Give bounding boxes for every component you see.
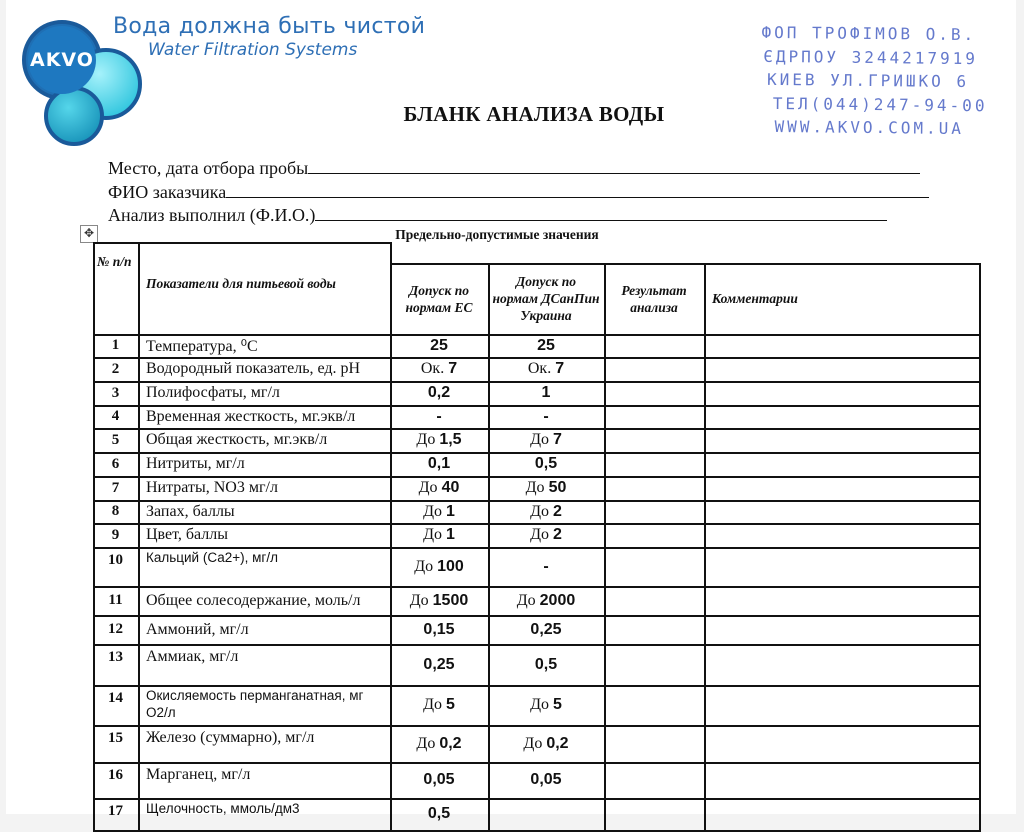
comment-input-cell[interactable] [706,616,977,643]
eu-limit-value [390,523,488,547]
limit-number: - [436,407,442,425]
table-move-handle-icon[interactable]: ✥ [80,225,98,243]
eu-limit-value [390,357,488,381]
comment-input-cell[interactable] [706,763,977,797]
limit-number: 0,5 [427,805,451,822]
indicator-name: Окисляемость перманганатная, мг О2/л [146,688,364,720]
table-rule [604,263,606,830]
column-header-ua: Допуск по нормам ДСанПин Украина [492,274,600,323]
stamp-line: КИЕВ УЛ.ГРИШКО 6 [766,69,970,92]
ua-limit-value [488,428,604,452]
limit-number: - [543,407,549,425]
indicator-name: Нитраты, NO3 мг/л [146,479,278,496]
indicator-name: Щелочность, ммоль/дм3 [146,801,300,816]
comment-input-cell[interactable] [706,477,977,499]
limit-number: 0,2 [546,734,569,752]
ua-limit-value [488,762,604,798]
result-input-cell[interactable] [606,382,702,404]
ua-limit-value [488,357,604,381]
stamp-line: WWW.AKVO.COM.UA [774,116,965,138]
limit-prefix: До [409,591,429,609]
ua-limit-value [488,523,604,547]
limit-prefix: До [423,696,442,713]
ua-limit-value [488,798,604,830]
eu-limit-value [390,547,488,586]
limit-number: 1,5 [439,431,462,448]
row-number: 5 [111,431,120,448]
comment-input-cell[interactable] [706,382,977,404]
limit-number: 7 [553,431,562,448]
result-input-cell[interactable] [606,726,702,761]
row-number: 1 [111,337,120,353]
limit-number: 0,05 [530,771,562,788]
ua-limit-value [488,725,604,762]
limit-prefix: Ок. [527,360,552,377]
limit-number: 1500 [432,591,469,609]
eu-limit-value [390,685,488,725]
comment-input-cell[interactable] [706,335,977,356]
analyst-name-field[interactable] [108,204,887,226]
limit-prefix: До [414,557,434,575]
result-input-cell[interactable] [606,763,702,797]
limit-number: 50 [548,479,567,496]
comment-input-cell[interactable] [706,406,977,427]
column-header-indicator: Показатели для питьевой воды [146,275,336,291]
group-header: Предельно-допустимые значения [395,226,599,242]
limit-number: 1 [446,526,455,543]
limit-number: 7 [448,360,458,377]
table-rule [704,263,706,830]
column-header-num: № п/п [97,253,132,269]
limit-number: 40 [441,479,460,496]
result-input-cell[interactable] [606,587,702,614]
comment-input-cell[interactable] [706,799,977,829]
eu-limit-value [390,334,488,357]
fill-line[interactable] [226,181,929,198]
column-header-comment: Комментарии [712,291,798,306]
table-rule [488,263,490,830]
indicator-name: Температура, ⁰С [146,337,258,355]
ua-limit-value [488,334,604,357]
row-number: 9 [111,526,120,543]
eu-limit-value [390,381,488,405]
limit-number: 7 [555,360,565,377]
limit-number: 0,2 [439,734,462,752]
eu-limit-value [390,452,488,476]
stamp-line: ЄДРПОУ 3244217919 [763,46,979,68]
result-input-cell[interactable] [606,524,702,546]
indicator-name: Водородный показатель, ед. рН [146,360,361,377]
limit-prefix: До [523,734,543,752]
result-input-cell[interactable] [606,616,702,643]
limit-prefix: До [530,526,549,543]
comment-input-cell[interactable] [706,358,977,380]
ua-limit-value [488,452,604,476]
row-number: 7 [111,479,120,496]
limit-number: 2 [553,526,562,543]
row-number: 17 [108,803,123,819]
eu-limit-value [390,586,488,615]
table-rule [93,242,95,830]
indicator-name: Железо (суммарно), мг/л [146,729,315,746]
row-number: 3 [111,384,120,401]
limit-number: 0,25 [530,620,562,638]
limit-number: 0,25 [423,655,455,673]
result-input-cell[interactable] [606,335,702,356]
limit-prefix: До [530,431,549,448]
row-number: 10 [108,552,123,568]
limit-prefix: До [423,502,442,520]
tagline-ru: Вода должна быть чистой [113,14,426,39]
limit-number: 1 [541,384,551,401]
limit-number: 2000 [539,591,576,609]
ua-limit-value [488,685,604,725]
eu-limit-value [390,500,488,523]
result-input-cell[interactable] [606,429,702,451]
result-input-cell[interactable] [606,406,702,427]
tagline-en: Water Filtration Systems [148,40,358,60]
comment-input-cell[interactable] [706,524,977,546]
row-number: 8 [111,503,120,519]
row-number: 12 [108,621,123,637]
comment-input-cell[interactable] [706,429,977,451]
indicator-name: Общая жесткость, мг.экв/л [146,431,328,448]
stamp-line: ТЕЛ(044)247-94-00 [772,93,988,115]
limit-number: 100 [437,557,464,575]
fill-line[interactable] [308,157,920,174]
comment-input-cell[interactable] [706,548,977,585]
row-number: 15 [108,730,123,746]
eu-limit-value [390,798,488,830]
stamp-line: ФОП ТРОФІМОВ О.В. [761,22,977,45]
result-input-cell[interactable] [606,477,702,499]
eu-limit-value [390,615,488,644]
indicator-name: Общее солесодержание, моль/л [146,591,361,609]
customer-name-field[interactable] [108,181,929,203]
ua-limit-value [488,586,604,615]
limit-number: 0,5 [534,655,558,673]
limit-number: 5 [553,696,562,713]
ua-limit-value [488,615,604,644]
ua-limit-value [488,547,604,586]
limit-number: 0,2 [427,384,451,401]
indicator-name: Полифосфаты, мг/л [146,384,280,401]
comment-input-cell[interactable] [706,587,977,614]
result-input-cell[interactable] [606,501,702,522]
ua-limit-value [488,476,604,500]
indicator-name: Кальций (Са2+), мг/л [146,550,278,565]
indicator-name: Марганец, мг/л [146,766,251,783]
limit-number: 0,1 [427,455,451,472]
limit-number: 25 [537,336,555,354]
result-input-cell[interactable] [606,645,702,684]
eu-limit-value [390,476,488,500]
sampling-place-date-field[interactable] [108,157,920,179]
limit-prefix: До [530,502,549,520]
result-input-cell[interactable] [606,799,702,829]
limit-prefix: Ок. [420,360,445,377]
row-number: 4 [111,408,120,424]
limit-prefix: До [418,479,438,496]
limit-prefix: До [416,431,436,448]
comment-input-cell[interactable] [706,501,977,522]
eu-limit-value [390,725,488,762]
table-rule [138,242,140,830]
field-label: ФИО заказчика [108,182,227,202]
limit-prefix: До [525,479,545,496]
comment-input-cell[interactable] [706,645,977,684]
result-input-cell[interactable] [606,548,702,585]
eu-limit-value [390,762,488,798]
row-number: 6 [111,455,120,472]
ua-limit-value [488,500,604,523]
indicator-name: Аммоний, мг/л [146,620,249,638]
limit-prefix: До [423,526,442,543]
fill-line[interactable] [315,204,887,221]
row-number: 2 [111,360,120,377]
row-number: 14 [108,690,123,706]
comment-input-cell[interactable] [706,453,977,475]
column-header-eu: Допуск по нормам ЕС [405,282,473,315]
eu-limit-value [390,428,488,452]
indicator-name: Аммиак, мг/л [146,648,239,665]
limit-prefix: До [416,734,436,752]
result-input-cell[interactable] [606,358,702,380]
result-input-cell[interactable] [606,686,702,724]
limit-number: - [543,557,549,575]
limit-number: 0,15 [423,620,455,638]
ua-limit-value [488,381,604,405]
limit-number: 5 [446,696,455,713]
form-title: БЛАНК АНАЛИЗА ВОДЫ [403,102,665,126]
limit-number: 25 [430,336,448,354]
row-number: 16 [108,767,123,783]
document-page [6,0,1016,822]
eu-limit-value [390,644,488,685]
ua-limit-value [488,644,604,685]
indicator-name: Нитриты, мг/л [146,455,245,472]
limit-number: 1 [446,502,455,520]
limit-number: 2 [553,502,562,520]
indicator-name: Запах, баллы [146,502,235,520]
table-rule [93,830,981,832]
row-number: 11 [108,592,123,608]
table-rule [979,263,981,830]
result-input-cell[interactable] [606,453,702,475]
eu-limit-value [390,405,488,428]
indicator-name: Цвет, баллы [146,526,229,543]
limit-number: 0,05 [423,771,455,788]
comment-input-cell[interactable] [706,686,977,724]
field-label: Анализ выполнил (Ф.И.О.) [108,205,316,225]
comment-input-cell[interactable] [706,726,977,761]
row-number: 13 [108,649,123,665]
indicator-name: Временная жесткость, мг.экв/л [146,407,356,425]
table-rule [390,242,392,830]
limit-prefix: До [516,591,536,609]
ua-limit-value [488,405,604,428]
limit-number: 0,5 [534,455,558,472]
logo-text: AKVO [30,49,94,71]
field-label: Место, дата отбора пробы [108,158,309,178]
limit-prefix: До [530,696,549,713]
column-header-result: Результат анализа [621,282,687,315]
